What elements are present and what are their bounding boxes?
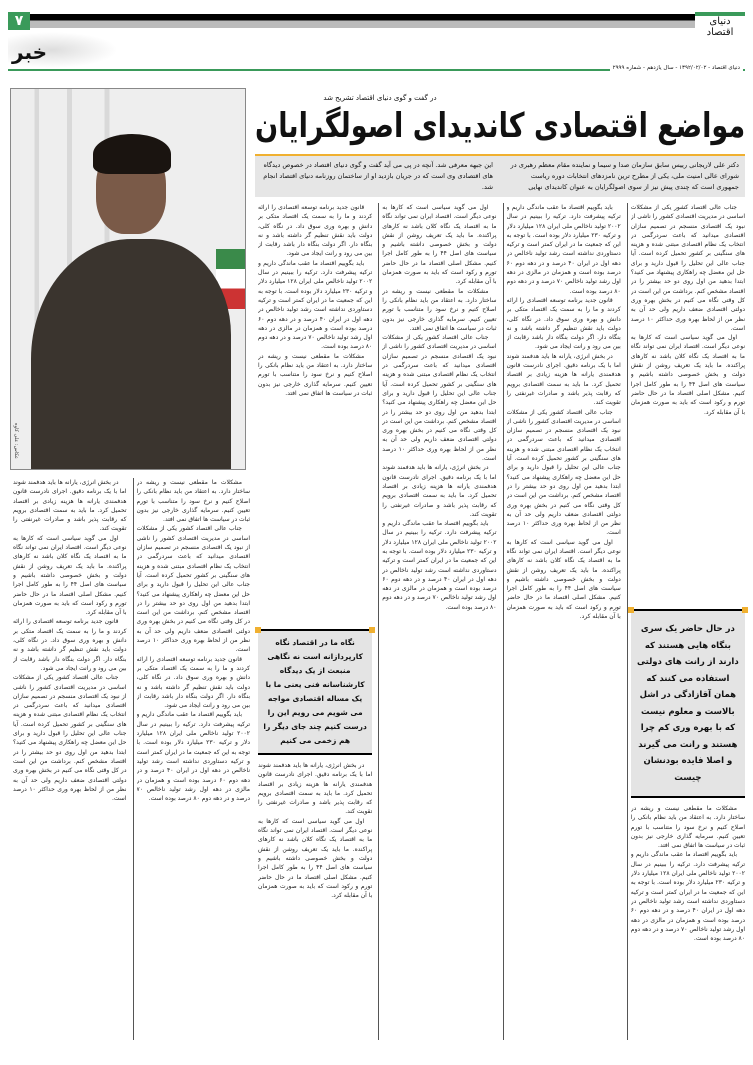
column-text: جناب عالی اقتصاد کشور یکی از مشکلات اساسی در مدیریت اقتصادی کشور را ناشی از نبود یک اقتصادی منسجم در تصمیم سازان اقتصادی میدانید که باعث سردرگمی در انتخاب یک نظام اقتصادی مبتنی شده و هزینه های سنگینی بر کشور تحمیل کرده است. آیا جناب عالی این تحلیل را قبول دارید و برای حل این معضل چه راهکاری پیشنهاد می کنید؟ ابتدا بدهید من اول روی دو حد بیشتر را در اقتصاد مشخص کنم. برداشت من این است در کل وقتی نگاه می کنیم در بخش بهره وری دولتی اقتصادی ضعف داریم ولی حد آن به نظر من از لحاظ بهره وری حداکثر ۱۰ درصد است. xyxy=(13,674,127,803)
column-text: در بخش انرژی، یارانه ها باید هدفمند شوند اما با یک برنامه دقیق. اجرای نادرست قانون هدفمندی یارانه ها هزینه زیادی بر اقتصاد تحمیل کرد. ما باید به سمت اقتصادی برویم که رقابت پذیر باشد و صادرات غیرنفتی را تقویت کند. xyxy=(13,479,127,533)
column-text: جناب عالی اقتصاد کشور یکی از مشکلات اساسی در مدیریت اقتصادی کشور را ناشی از نبود یک اقتصادی منسجم در تصمیم سازان اقتصادی میدانید که باعث سردرگمی در انتخاب یک نظام اقتصادی مبتنی شده و هزینه های سنگینی بر کشور تحمیل کرده است. آیا جناب عالی این تحلیل را قبول دارید و برای حل این معضل چه راهکاری پیشنهاد می کنید؟ ابتدا بدهید من اول روی دو حد بیشتر را در اقتصاد مشخص کنم. برداشت من این است در کل وقتی نگاه می کنیم در بخش بهره وری دولتی اقتصادی ضعف داریم ولی حد آن به نظر من از لحاظ بهره وری حداکثر ۱۰ درصد است. xyxy=(382,334,497,463)
photo-suit xyxy=(31,239,231,470)
column-text: در بخش انرژی، یارانه ها باید هدفمند شوند اما با یک برنامه دقیق. اجرای نادرست قانون هدفمندی یارانه ها هزینه زیادی بر اقتصاد تحمیل کرد. ما باید به سمت اقتصادی برویم که رقابت پذیر باشد و صادرات غیرنفتی را تقویت کند. xyxy=(506,352,621,407)
column-text: قانون جدید برنامه توسعه اقتصادی را ارائه کردند و ما را به سمت یک اقتصاد متکی بر دانش و بهره وری سوق داد. در نگاه کلی، دولت باید نقش تنظیم گر داشته باشد و نه بنگاه دار. اگر دولت بنگاه دار باشد رقابت از بین می رود و رانت ایجاد می شود. xyxy=(258,204,373,258)
newspaper-logo: دنیای اقتصاد xyxy=(695,12,745,30)
column-text: جناب عالی اقتصاد کشور یکی از مشکلات اساسی در مدیریت اقتصادی کشور را ناشی از نبود یک اقتصادی منسجم در تصمیم سازان اقتصادی میدانید که باعث سردرگمی در انتخاب یک نظام اقتصادی مبتنی شده و هزینه های سنگینی بر کشور تحمیل کرده است. آیا جناب عالی این تحلیل را قبول دارید و برای حل این معضل چه راهکاری پیشنهاد می کنید؟ ابتدا بدهید من اول روی دو حد بیشتر را در اقتصاد مشخص کنم. برداشت من این است در کل وقتی نگاه می کنیم در بخش بهره وری دولتی اقتصادی ضعف داریم ولی حد آن به نظر من از لحاظ بهره وری حداکثر ۱۰ درصد است. xyxy=(506,408,621,537)
page-number: ۷ xyxy=(8,12,30,30)
intro-left: این جبهه معرفی شد. آنچه در پی می آید گفت و گوی دنیای اقتصاد در خصوص دیدگاه های اقتصادی وی است که در جریان بازدید او از ساختمان روزنامه دنیای اقتصاد انجام شد. xyxy=(263,161,493,191)
top-bar xyxy=(8,14,745,28)
column-1-bottom xyxy=(631,804,745,1040)
column-text: اول می گوید سیاسی است که کارها به نوعی دیگر است. اقتصاد ایران نمی تواند نگاه ما به اقتصاد یک نگاه کلان باشد نه کارهای پراکنده. ما باید یک تعریف روشن از نقش دولت و بخش خصوصی داشته باشیم و سیاست های اصل ۴۴ را به طور کامل اجرا کنیم. مشکل اصلی اقتصاد ما در حال حاضر تورم و رکود است که باید به صورت همزمان با آن مقابله کرد. xyxy=(382,204,497,286)
pull-quote-1: در حال حاضر یک سری بنگاه هایی هستند که دارند از رانت های دولتی استفاده می کنند که همان آقازادگی در اشل بالاست و معلوم نیست که با بهره وری کم چرا هستند و رانت می گیرند و اصلا فایده بودنشان چیست xyxy=(631,609,745,798)
column-text: باید بگوییم اقتصاد ما عقب ماندگی داریم و ترکیه پیشرفت دارد. ترکیه را ببینیم در سال ۲۰۰۲ تولید ناخالص ملی ایران ۱۲۸ میلیارد دلار و ترکیه ۲۳۰ میلیارد دلار بوده است. با توجه به این که جمعیت ما در ایران کمتر است و ترکیه دستاوردی نداشته است رشد تولید ناخالص در دهه اول در ایران ۴۰ درصد و در دهه دوم ۶۰ درصد بوده است و همزمان در مالزی در دهه اول رشد تولید ناخالص ۷۰ درصد و در دهه دوم ۸۰ درصد بوده است. xyxy=(258,259,373,351)
pull-quote-2: نگاه ما در اقتصاد نگاه کارپردازانه است نه نگاهی منبعث از یک دیدگاه کارشناسانه فنی یعنی ما با یک مساله اقتصادی مواجه می شویم می رویم این را درست کنیم چند جای دیگر را هم زخمی می کنیم xyxy=(258,629,372,755)
headline: مواضع اقتصادی کاندیدای اصولگرایان xyxy=(254,106,745,146)
column-text: قانون جدید برنامه توسعه اقتصادی را ارائه کردند و ما را به سمت یک اقتصاد متکی بر دانش و بهره وری سوق داد. در نگاه کلی، دولت باید نقش تنظیم گر داشته باشد و نه بنگاه دار. اگر دولت بنگاه دار باشد رقابت از بین می رود و رانت ایجاد می شود. xyxy=(136,655,250,710)
column-1 xyxy=(627,203,745,1040)
column-text: اول می گوید سیاسی است که کارها به نوعی دیگر است. اقتصاد ایران نمی تواند نگاه ما به اقتصاد یک نگاه کلان باشد نه کارهای پراکنده. ما باید یک تعریف روشن از نقش دولت و بخش خصوصی داشته باشیم و سیاست های اصل ۴۴ را به طور کامل اجرا کنیم. مشکل اصلی اقتصاد ما در حال حاضر تورم و رکود است که باید به صورت همزمان با آن مقابله کرد. xyxy=(630,334,745,416)
column-5-text xyxy=(137,478,251,1040)
column-1-top xyxy=(631,203,745,603)
column-text: باید بگوییم اقتصاد ما عقب ماندگی داریم و ترکیه پیشرفت دارد. ترکیه را ببینیم در سال ۲۰۰۲ تولید ناخالص ملی ایران ۱۲۸ میلیارد دلار و ترکیه ۲۳۰ میلیارد دلار بوده است. با توجه به این که جمعیت ما در ایران کمتر است و ترکیه دستاوردی نداشته است رشد تولید ناخالص در دهه اول در ایران ۴۰ درصد و در دهه دوم ۶۰ درصد بوده است و همزمان در مالزی در دهه اول رشد تولید ناخالص ۷۰ درصد و در دهه دوم ۸۰ درصد بوده است. xyxy=(382,520,497,611)
column-4-top xyxy=(258,203,372,623)
column-text: اول می گوید سیاسی است که کارها به نوعی دیگر است. اقتصاد ایران نمی تواند نگاه ما به اقتصاد یک نگاه کلان باشد نه کارهای پراکنده. ما باید یک تعریف روشن از نقش دولت و بخش خصوصی داشته باشیم و سیاست های اصل ۴۴ را به طور کامل اجرا کنیم. مشکل اصلی اقتصاد ما در حال حاضر تورم و رکود است که باید به صورت همزمان با آن مقابله کرد. xyxy=(506,538,621,621)
column-3-text xyxy=(382,203,496,1040)
column-text: باید بگوییم اقتصاد ما عقب ماندگی داریم و ترکیه پیشرفت دارد. ترکیه را ببینیم در سال ۲۰۰۲ تولید ناخالص ملی ایران ۱۲۸ میلیارد دلار و ترکیه ۲۳۰ میلیارد دلار بوده است. با توجه به این که جمعیت ما در ایران کمتر است و ترکیه دستاوردی نداشته است رشد تولید ناخالص در دهه اول در ایران ۴۰ درصد و در دهه دوم ۶۰ درصد بوده است و همزمان در مالزی در دهه اول رشد تولید ناخالص ۷۰ درصد و در دهه دوم ۸۰ درصد بوده است. xyxy=(506,204,621,295)
intro-right: دکتر علی لاریجانی رییس سابق سازمان صدا و سیما و نماینده مقام معظم رهبری در شورای عالی امنیت ملی، یکی از مطرح ترین نامزدهای انتخابات دوره ریاست جمهوری است که چندی پیش نیز از سوی اصولگرایان به عنوان کاندیدای نهایی xyxy=(510,161,739,191)
intro-box xyxy=(255,154,745,197)
column-2-text xyxy=(507,203,621,1040)
column-text: مشکلات ما مقطعی نیست و ریشه در ساختار دارد. به اعتقاد من باید نظام بانکی را اصلاح کنیم و نرخ سود را متناسب با تورم تعیین کنیم. سرمایه گذاری خارجی نیز بدون ثبات در سیاست ها اتفاق نمی افتد. xyxy=(136,479,250,524)
lower-left-columns xyxy=(10,478,250,1040)
column-text: قانون جدید برنامه توسعه اقتصادی را ارائه کردند و ما را به سمت یک اقتصاد متکی بر دانش و بهره وری سوق داد. در نگاه کلی، دولت باید نقش تنظیم گر داشته باشد و نه بنگاه دار. اگر دولت بنگاه دار باشد رقابت از بین می رود و رانت ایجاد می شود. xyxy=(13,618,127,672)
column-text: اول می گوید سیاسی است که کارها به نوعی دیگر است. اقتصاد ایران نمی تواند نگاه ما به اقتصاد یک نگاه کلان باشد نه کارهای پراکنده. ما باید یک تعریف روشن از نقش دولت و بخش خصوصی داشته باشیم و سیاست های اصل ۴۴ را به طور کامل اجرا کنیم. مشکل اصلی اقتصاد ما در حال حاضر تورم و رکود است که باید به صورت همزمان با آن مقابله کرد. xyxy=(13,534,127,617)
column-text: در بخش انرژی، یارانه ها باید هدفمند شوند اما با یک برنامه دقیق. اجرای نادرست قانون هدفمندی یارانه ها هزینه زیادی بر اقتصاد تحمیل کرد. ما باید به سمت اقتصادی برویم که رقابت پذیر باشد و صادرات غیرنفتی را تقویت کند. xyxy=(258,762,373,816)
dateline: دنیای اقتصاد - ۱۳۹۲/۰۲/۰۲ - سال یازدهم - شماره ۲۹۹۹ xyxy=(610,64,743,72)
kicker: در گفت و گوی دنیای اقتصاد تشریح شد xyxy=(323,94,437,102)
column-6-text xyxy=(13,478,127,1040)
article-columns xyxy=(255,203,745,1040)
article-main xyxy=(255,92,745,1040)
headline-box xyxy=(255,104,745,150)
column-text: باید بگوییم اقتصاد ما عقب ماندگی داریم و ترکیه پیشرفت دارد. ترکیه را ببینیم در سال ۲۰۰۲ تولید ناخالص ملی ایران ۱۲۸ میلیارد دلار و ترکیه ۲۳۰ میلیارد دلار بوده است. با توجه به این که جمعیت ما در ایران کمتر است و ترکیه دستاوردی نداشته است رشد تولید ناخالص در دهه اول در ایران ۴۰ درصد و در دهه دوم ۶۰ درصد بوده است و همزمان در مالزی در دهه اول رشد تولید ناخالص ۷۰ درصد و در دهه دوم ۸۰ درصد بوده است. xyxy=(630,851,745,943)
column-4 xyxy=(255,203,372,1040)
section-title: خبر xyxy=(12,40,48,64)
column-text: اول می گوید سیاسی است که کارها به نوعی دیگر است. اقتصاد ایران نمی تواند نگاه ما به اقتصاد یک نگاه کلان باشد نه کارهای پراکنده. ما باید یک تعریف روشن از نقش دولت و بخش خصوصی داشته باشیم و سیاست های اصل ۴۴ را به طور کامل اجرا کنیم. مشکل اصلی اقتصاد ما در حال حاضر تورم و رکود است که باید به صورت همزمان با آن مقابله کرد. xyxy=(258,817,373,900)
column-text: مشکلات ما مقطعی نیست و ریشه در ساختار دارد. به اعتقاد من باید نظام بانکی را اصلاح کنیم و نرخ سود را متناسب با تورم تعیین کنیم. سرمایه گذاری خارجی نیز بدون ثبات در سیاست ها اتفاق نمی افتد. xyxy=(382,287,497,332)
photo-credit: عکاس: علی کاوه xyxy=(13,423,19,459)
column-text: جناب عالی اقتصاد کشور یکی از مشکلات اساسی در مدیریت اقتصادی کشور را ناشی از نبود یک اقتصادی منسجم در تصمیم سازان اقتصادی میدانید که باعث سردرگمی در انتخاب یک نظام اقتصادی مبتنی شده و هزینه های سنگینی بر کشور تحمیل کرده است. آیا جناب عالی این تحلیل را قبول دارید و برای حل این معضل چه راهکاری پیشنهاد می کنید؟ ابتدا بدهید من اول روی دو حد بیشتر را در اقتصاد مشخص کنم. برداشت من این است در کل وقتی نگاه می کنیم در بخش بهره وری دولتی اقتصادی ضعف داریم ولی حد آن به نظر من از لحاظ بهره وری حداکثر ۱۰ درصد است. xyxy=(136,525,250,654)
column-text: در بخش انرژی، یارانه ها باید هدفمند شوند اما با یک برنامه دقیق. اجرای نادرست قانون هدفمندی یارانه ها هزینه زیادی بر اقتصاد تحمیل کرد. ما باید به سمت اقتصادی برویم که رقابت پذیر باشد و صادرات غیرنفتی را تقویت کند. xyxy=(382,464,497,518)
column-5 xyxy=(133,478,251,1040)
column-text: مشکلات ما مقطعی نیست و ریشه در ساختار دارد. به اعتقاد من باید نظام بانکی را اصلاح کنیم و نرخ سود را متناسب با تورم تعیین کنیم. سرمایه گذاری خارجی نیز بدون ثبات در سیاست ها اتفاق نمی افتد. xyxy=(258,352,373,397)
column-4-bottom xyxy=(258,761,372,1040)
column-3 xyxy=(378,203,496,1040)
column-text: جناب عالی اقتصاد کشور یکی از مشکلات اساسی در مدیریت اقتصادی کشور را ناشی از نبود یک اقتصادی منسجم در تصمیم سازان اقتصادی میدانید که باعث سردرگمی در انتخاب یک نظام اقتصادی مبتنی شده و هزینه های سنگینی بر کشور تحمیل کرده است. آیا جناب عالی این تحلیل را قبول دارید و برای حل این معضل چه راهکاری پیشنهاد می کنید؟ ابتدا بدهید من اول روی دو حد بیشتر را در اقتصاد مشخص کنم. برداشت من این است در کل وقتی نگاه می کنیم در بخش بهره وری دولتی اقتصادی ضعف داریم ولی حد آن به نظر من از لحاظ بهره وری حداکثر ۱۰ درصد است. xyxy=(630,204,745,332)
column-text: باید بگوییم اقتصاد ما عقب ماندگی داریم و ترکیه پیشرفت دارد. ترکیه را ببینیم در سال ۲۰۰۲ تولید ناخالص ملی ایران ۱۲۸ میلیارد دلار و ترکیه ۲۳۰ میلیارد دلار بوده است. با توجه به این که جمعیت ما در ایران کمتر است و ترکیه دستاوردی نداشته است رشد تولید ناخالص در دهه اول در ایران ۴۰ درصد و در دهه دوم ۶۰ درصد بوده است و همزمان در مالزی در دهه اول رشد تولید ناخالص ۷۰ درصد و در دهه دوم ۸۰ درصد بوده است. xyxy=(136,711,250,803)
column-6 xyxy=(10,478,127,1040)
column-2 xyxy=(503,203,621,1040)
column-text: قانون جدید برنامه توسعه اقتصادی را ارائه کردند و ما را به سمت یک اقتصاد متکی بر دانش و بهره وری سوق داد. در نگاه کلی، دولت باید نقش تنظیم گر داشته باشد و نه بنگاه دار. اگر دولت بنگاه دار باشد رقابت از بین می رود و رانت ایجاد می شود. xyxy=(506,296,621,351)
column-text: مشکلات ما مقطعی نیست و ریشه در ساختار دارد. به اعتقاد من باید نظام بانکی را اصلاح کنیم و نرخ سود را متناسب با تورم تعیین کنیم. سرمایه گذاری خارجی نیز بدون ثبات در سیاست ها اتفاق نمی افتد. xyxy=(630,805,745,850)
